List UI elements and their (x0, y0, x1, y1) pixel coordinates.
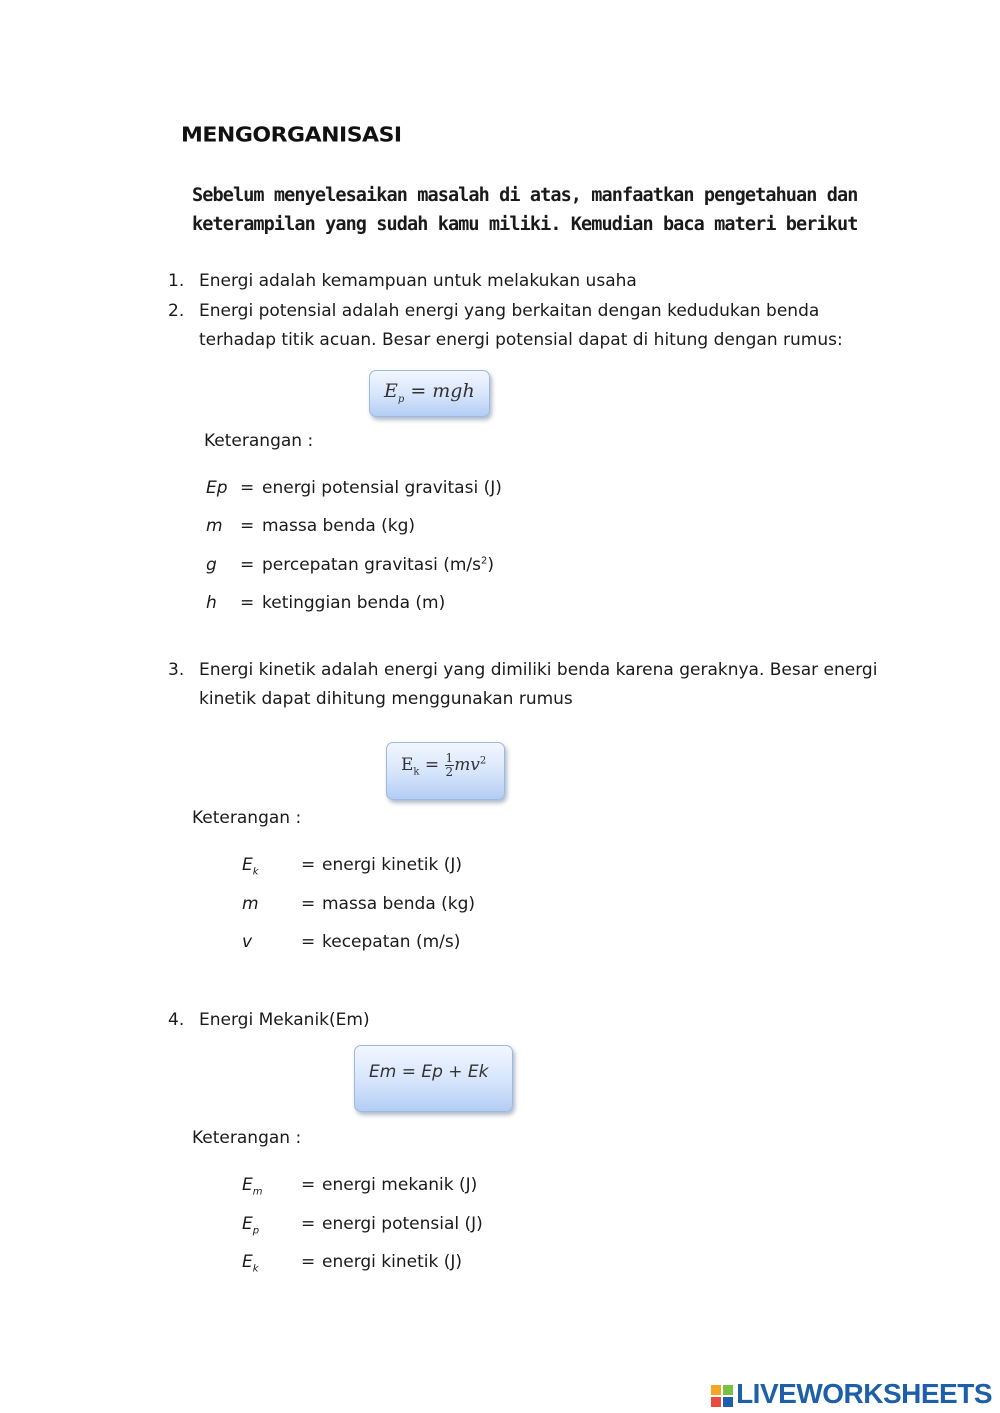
formula-box-ep (369, 370, 490, 417)
keterangan-label-em: Keterangan : (192, 1128, 302, 1148)
legend-em-sym-2-sub: k (252, 1263, 259, 1275)
item-text-4: Energi Mekanik(Em) (199, 1010, 370, 1030)
formula-ek-eq: = (419, 755, 445, 775)
legend-ek-sym-1: m (242, 894, 259, 914)
item-text-1: Energi adalah kemampuan untuk melakukan usaha (199, 271, 637, 291)
legend-em-sym-2 (242, 1252, 259, 1274)
legend-ek-sym-2: v (242, 932, 253, 952)
formula-em: Em = Ep + Ek (369, 1062, 489, 1082)
legend-ek-desc-2: kecepatan (m/s) (322, 932, 461, 952)
legend-em-eq-2: = (301, 1252, 316, 1272)
keterangan-label-ep: Keterangan : (204, 431, 314, 451)
legend-ep-sym-0: Ep (206, 478, 228, 498)
legend-ek-sym-0-sub: k (252, 866, 259, 878)
intro-paragraph: Sebelum menyelesaikan masalah di atas, manfaatkan pengetahuan dan keterampilan yang sudah kamu miliki. Kemudian baca materi berikut (192, 185, 858, 235)
legend-ek-sym-0 (242, 855, 259, 877)
legend-em-sym-0-sub: m (252, 1186, 263, 1198)
formula-ek-fraction (445, 752, 455, 779)
page-title: MENGORGANISASI (181, 124, 402, 147)
formula-ep-sub: p (397, 393, 405, 405)
legend-ep-eq-3: = (240, 593, 255, 613)
formula-ek-sup: 2 (479, 755, 487, 767)
legend-em-eq-1: = (301, 1214, 316, 1234)
legend-ep-desc-1: massa benda (kg) (262, 516, 416, 536)
formula-box-ek (386, 742, 505, 800)
legend-em-sym-0-text: E (242, 1175, 253, 1195)
item-text-2-line2: terhadap titik acuan. Besar energi potensial dapat di hitung dengan rumus: (199, 330, 843, 350)
formula-ek-denominator: 2 (445, 765, 454, 779)
legend-ep-desc-3: ketinggian benda (m) (262, 593, 446, 613)
legend-em-desc-0: energi mekanik (J) (322, 1175, 478, 1195)
item-number-2: 2. (168, 301, 185, 321)
formula-ek-rhs: mv (454, 755, 480, 775)
item-number-1: 1. (168, 271, 185, 291)
legend-em-sym-1-text: E (242, 1214, 253, 1234)
liveworksheets-logo-icon (711, 1385, 733, 1407)
legend-ep-desc-2 (262, 555, 494, 575)
legend-ep-desc-2-tail: ) (487, 555, 494, 575)
item-text-2-line1: Energi potensial adalah energi yang berkaitan dengan kedudukan benda (199, 301, 820, 321)
liveworksheets-logo-text: LIVEWORKSHEETS (736, 1378, 992, 1409)
legend-ep-desc-2-text: percepatan gravitasi (m/s (262, 555, 481, 575)
item-text-3-line1: Energi kinetik adalah energi yang dimiliki benda karena geraknya. Besar energi (199, 660, 878, 680)
legend-ek-eq-0: = (301, 855, 316, 875)
item-number-4: 4. (168, 1010, 185, 1030)
formula-ek-sub: k (413, 766, 420, 778)
legend-em-sym-1-sub: p (252, 1225, 260, 1237)
legend-ek-desc-0: energi kinetik (J) (322, 855, 463, 875)
formula-ep-lhs: E (384, 380, 398, 402)
legend-ek-eq-2: = (301, 932, 316, 952)
legend-ek-sym-0-text: E (242, 855, 253, 875)
legend-ek-eq-1: = (301, 894, 316, 914)
item-text-3-line2: kinetik dapat dihitung menggunakan rumus (199, 689, 573, 709)
legend-ep-sym-2: g (206, 555, 217, 575)
item-number-3: 3. (168, 660, 185, 680)
formula-ep-rhs: = mgh (404, 380, 475, 402)
legend-ep-sym-3: h (206, 593, 217, 613)
formula-box-em (354, 1045, 513, 1112)
legend-ek-desc-1: massa benda (kg) (322, 894, 476, 914)
legend-ep-desc-2-sup: 2 (480, 555, 488, 567)
legend-em-desc-1: energi potensial (J) (322, 1214, 483, 1234)
legend-em-sym-1 (242, 1214, 259, 1236)
legend-ep-eq-1: = (240, 516, 255, 536)
legend-ep-sym-1: m (206, 516, 223, 536)
formula-ek (401, 752, 486, 779)
formula-ek-numerator: 1 (445, 751, 454, 765)
legend-em-sym-0 (242, 1175, 263, 1197)
liveworksheets-logo[interactable] (711, 1378, 992, 1410)
keterangan-label-ek: Keterangan : (192, 808, 302, 828)
legend-em-sym-2-text: E (242, 1252, 253, 1272)
legend-ep-eq-0: = (240, 478, 255, 498)
legend-em-desc-2: energi kinetik (J) (322, 1252, 463, 1272)
legend-ep-desc-0: energi potensial gravitasi (J) (262, 478, 502, 498)
legend-em-eq-0: = (301, 1175, 316, 1195)
legend-ep-eq-2: = (240, 555, 255, 575)
formula-ek-lhs: E (401, 755, 414, 775)
formula-ep (384, 380, 475, 405)
